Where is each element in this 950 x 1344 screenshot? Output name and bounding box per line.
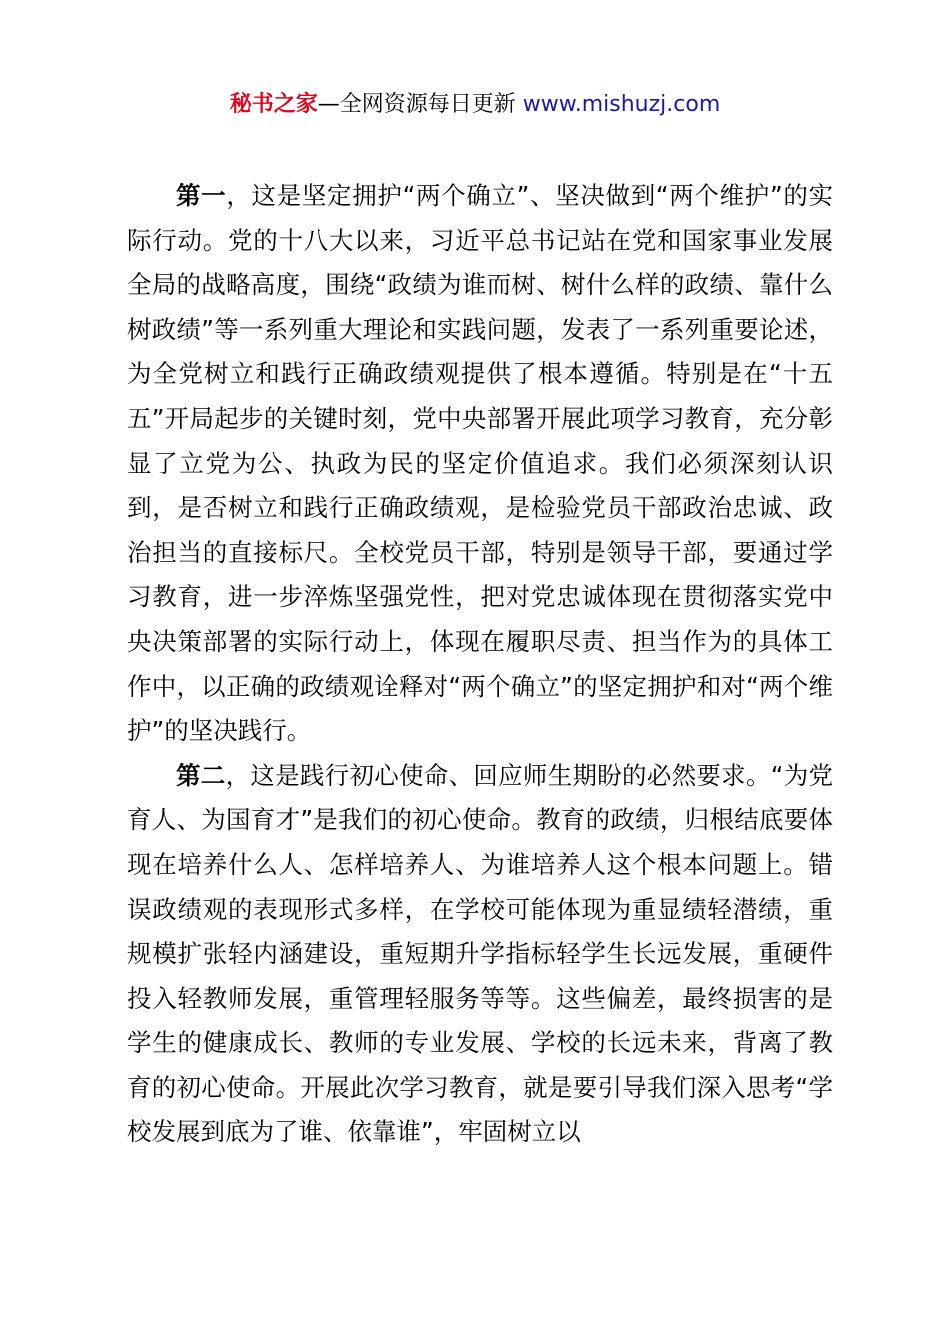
brand-name: 秘书之家: [229, 92, 318, 117]
paragraph-first: [127, 174, 833, 754]
paragraph-second: [127, 754, 833, 1155]
paragraph-lead: 第一: [176, 181, 227, 210]
page-header: [0, 88, 950, 122]
paragraph-lead: 第二: [176, 760, 226, 790]
header-url[interactable]: www.mishuzj.com: [522, 92, 721, 117]
paragraph-text: ，这是践行初心使命、回应师生期盼的必然要求。“为党育人、为国育才”是我们的初心使命。教育的政绩，归根结底要体现在培养什么人、怎样培养人、为谁培养人这个根本问题上。错误政绩观的表现形式多样，在学校可能体现为重显绩轻潜绩，重规模扩张轻内涵建设，重短期升学指标轻学生长远发展，重硬件投入轻教师发展，重管理轻服务等等。这些偏差，最终损害的是学生的健康成长、教师的专业发展、学校的长远未来，背离了教育的初心使命。开展此次学习教育，就是要引导我们深入思考“学校发展到底为了谁、依靠谁”，牢固树立以: [127, 760, 833, 1147]
paragraph-text: ，这是坚定拥护“两个确立”、坚决做到“两个维护”的实际行动。党的十八大以来，习近平总书记站在党和国家事业发展全局的战略高度，围绕“政绩为谁而树、树什么样的政绩、靠什么树政绩”等一系列重大理论和实践问题，发表了一系列重要论述，为全党树立和践行正确政绩观提供了根本遵循。特别是在“十五五”开局起步的关键时刻，党中央部署开展此项学习教育，充分彰显了立党为公、执政为民的坚定价值追求。我们必须深刻认识到，是否树立和践行正确政绩观，是检验党员干部政治忠诚、政治担当的直接标尺。全校党员干部，特别是领导干部，要通过学习教育，进一步淬炼坚强党性，把对党忠诚体现在贯彻落实党中央决策部署的实际行动上，体现在履职尽责、担当作为的具体工作中，以正确的政绩观诠释对“两个确立”的坚定拥护和对“两个维护”的坚决践行。: [127, 181, 833, 746]
header-tagline: —全网资源每日更新: [317, 92, 523, 117]
document-body: [127, 174, 833, 1155]
